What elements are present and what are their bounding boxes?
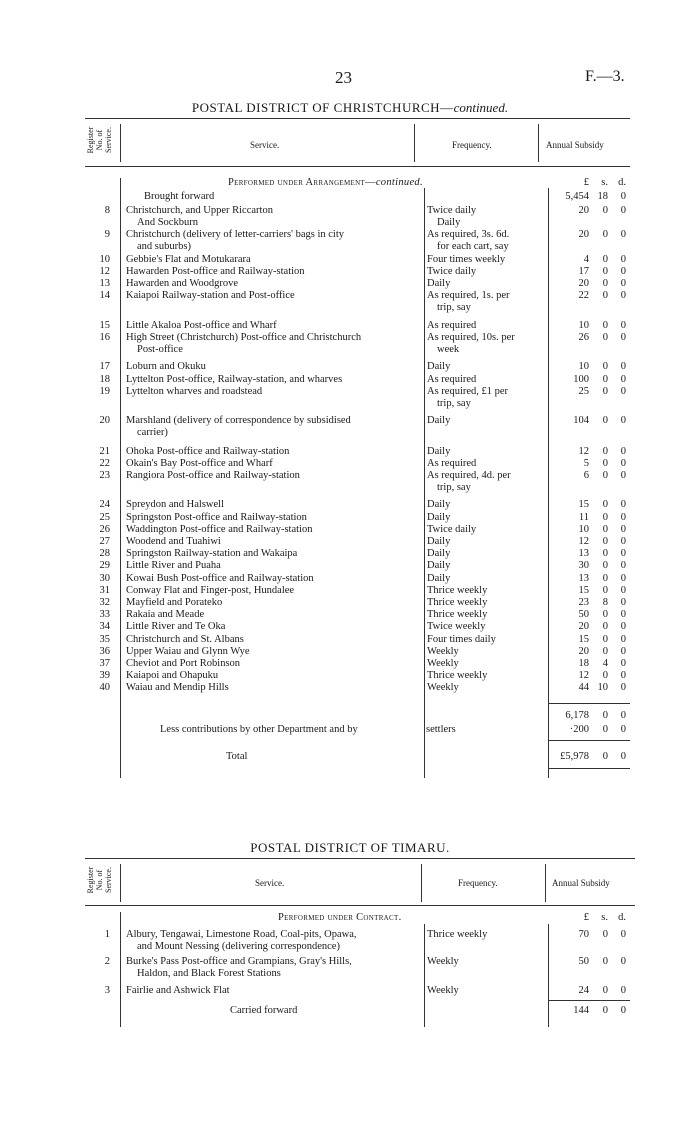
pence: 0: [620, 560, 626, 572]
register-number: 22: [99, 457, 110, 469]
frequency-text: for each cart, say: [437, 241, 509, 253]
frequency-text: Daily: [427, 361, 451, 373]
frequency-text: Twice weekly: [427, 621, 486, 633]
page-number: 23: [335, 68, 352, 87]
service-text: Kaiapoi Railway-station and Post-office: [126, 290, 295, 302]
shillings: 0: [602, 523, 608, 535]
pence: 0: [620, 645, 626, 657]
service-text: Christchurch, and Upper Riccarton: [126, 205, 273, 216]
register-number: 39: [99, 670, 110, 682]
shillings: 0: [602, 361, 608, 373]
register-number: 1: [104, 929, 110, 940]
pence: 0: [620, 670, 626, 682]
pounds: 20: [578, 229, 589, 241]
shillings: 0: [602, 929, 608, 940]
pounds: 20: [578, 645, 589, 657]
frequency-text: Daily: [427, 572, 451, 584]
pounds: 18: [578, 658, 589, 669]
pounds: 10: [578, 523, 589, 535]
pence: 0: [620, 470, 626, 481]
service-text: Ohoka Post-office and Railway-station: [126, 445, 290, 457]
service-text: Kowai Bush Post-office and Railway-station: [126, 572, 314, 584]
pounds: 10: [578, 361, 589, 373]
section-heading: Performed under Arrangement—continued.: [228, 177, 423, 188]
service-text: Little Akaloa Post-office and Wharf: [126, 319, 277, 331]
service-text: Hawarden Post-office and Railway-station: [126, 266, 305, 277]
register-number: 24: [99, 499, 110, 511]
shillings: 10: [597, 682, 608, 694]
register-number: 26: [99, 523, 110, 535]
shillings: 0: [602, 332, 608, 343]
pounds: 13: [578, 572, 589, 584]
service-text: Little River and Te Oka: [126, 621, 226, 633]
register-number: 10: [99, 253, 110, 265]
register-number: 34: [99, 621, 110, 633]
pence: 0: [620, 499, 626, 511]
pounds: 12: [578, 536, 589, 547]
frequency-text: Weekly: [427, 956, 459, 968]
timaru-service-header: Service.: [255, 878, 285, 888]
service-text: Kaiapoi and Ohapuku: [126, 670, 219, 682]
pounds: 20: [578, 278, 589, 290]
shillings: 0: [602, 584, 608, 596]
timaru-reg-header: Register No. of Service.: [86, 866, 113, 894]
frequency-text: Daily: [427, 536, 451, 547]
pounds: 20: [578, 621, 589, 633]
shillings: 0: [602, 457, 608, 469]
frequency-text: Daily: [427, 548, 451, 560]
pence: 0: [620, 319, 626, 331]
service-text: Rakaia and Meade: [126, 609, 205, 621]
frequency-text: Thrice weekly: [427, 929, 488, 940]
frequency-text: Daily: [427, 499, 451, 511]
shillings: 0: [602, 319, 608, 331]
shillings: 0: [602, 956, 608, 968]
pounds: 23: [578, 597, 589, 608]
timaru-frequency-header: Frequency.: [458, 878, 498, 888]
shillings: 0: [602, 415, 608, 427]
frequency-text: Daily: [437, 217, 461, 228]
service-text: and suburbs): [137, 241, 191, 253]
frequency-text: Thrice weekly: [427, 609, 488, 621]
service-text: Waiau and Mendip Hills: [126, 682, 229, 694]
shillings: 0: [602, 253, 608, 265]
shillings: 8: [602, 597, 608, 608]
pence: 0: [620, 621, 626, 633]
frequency-text: Twice daily: [427, 205, 477, 216]
pence: 0: [620, 332, 626, 343]
frequency-text: Four times weekly: [427, 253, 506, 265]
pounds: 25: [578, 385, 589, 397]
frequency-text: trip, say: [437, 397, 471, 409]
register-number: 28: [99, 548, 110, 560]
service-text: Lyttelton Post-office, Railway-station, and wharves: [126, 373, 343, 385]
pence: 0: [620, 385, 626, 397]
register-number: 9: [104, 229, 110, 241]
frequency-text: As required, £1 per: [427, 385, 509, 397]
frequency-text: Daily: [427, 511, 451, 523]
register-number: 3: [104, 984, 110, 996]
register-number: 14: [99, 290, 110, 302]
shillings: 0: [602, 266, 608, 277]
register-number: 12: [99, 266, 110, 277]
pence: 0: [620, 415, 626, 427]
pence: 0: [620, 536, 626, 547]
pounds: 17: [578, 266, 589, 277]
service-text: Lyttelton wharves and roadstead: [126, 385, 263, 397]
pounds: 50: [578, 609, 589, 621]
pence: 0: [620, 984, 626, 996]
service-text: Spreydon and Halswell: [126, 499, 224, 511]
register-number: 21: [99, 445, 110, 457]
frequency-text: As required, 3s. 6d.: [427, 229, 510, 241]
frequency-text: As required: [427, 373, 477, 385]
shillings: 0: [602, 499, 608, 511]
service-text: Christchurch (delivery of letter-carriers' bags in city: [126, 229, 345, 241]
christchurch-title: POSTAL DISTRICT OF CHRISTCHURCH—continued.: [191, 100, 509, 115]
pounds: 12: [578, 445, 589, 457]
pence: 0: [620, 584, 626, 596]
shillings: 0: [602, 670, 608, 682]
shillings: 0: [602, 385, 608, 397]
shillings: 0: [602, 621, 608, 633]
pence: 0: [620, 266, 626, 277]
pence: 0: [620, 278, 626, 290]
pounds: 15: [578, 584, 589, 596]
frequency-text: As required: [427, 457, 477, 469]
pence: 0: [620, 253, 626, 265]
shillings: 0: [602, 548, 608, 560]
reg-header: Register No. of Service.: [86, 126, 113, 154]
frequency-text: Weekly: [427, 984, 459, 996]
shillings: 0: [602, 645, 608, 657]
frequency-text: Thrice weekly: [427, 670, 488, 682]
register-number: 18: [99, 373, 110, 385]
service-text: Marshland (delivery of correspondence by subsidised: [126, 415, 351, 427]
pence: 0: [620, 956, 626, 968]
register-number: 29: [99, 560, 110, 572]
pounds: 24: [578, 984, 589, 996]
timaru-section-heading: Performed under Contract.: [278, 912, 402, 923]
register-number: 33: [99, 609, 110, 621]
frequency-text: Thrice weekly: [427, 584, 488, 596]
pounds: 26: [578, 332, 589, 343]
register-number: 30: [99, 572, 110, 584]
pence: 0: [620, 361, 626, 373]
pence: 0: [620, 633, 626, 645]
register-number: 20: [99, 415, 110, 427]
pence: 0: [620, 445, 626, 457]
register-number: 23: [99, 470, 110, 481]
timaru-subsidy-header: Annual Subsidy: [552, 878, 610, 888]
shillings: 0: [602, 609, 608, 621]
pounds: 4: [583, 253, 589, 265]
pounds: 100: [573, 373, 589, 385]
pounds: 13: [578, 548, 589, 560]
shillings: 0: [602, 278, 608, 290]
shillings: 0: [602, 511, 608, 523]
frequency-text: Daily: [427, 560, 451, 572]
pounds: 20: [578, 205, 589, 216]
service-text: Rangiora Post-office and Railway-station: [126, 470, 300, 481]
pounds: 104: [573, 415, 589, 427]
register-number: 2: [104, 956, 110, 968]
pounds: 70: [578, 929, 589, 940]
shillings: 4: [602, 658, 608, 669]
pence: 0: [620, 511, 626, 523]
service-text: High Street (Christchurch) Post-office and Christchurch: [126, 332, 362, 343]
service-text: Springston Post-office and Railway-station: [126, 511, 307, 523]
frequency-text: Thrice weekly: [427, 597, 488, 608]
pounds: 15: [578, 499, 589, 511]
frequency-text: Weekly: [427, 682, 459, 694]
pence: 0: [620, 682, 626, 694]
service-text: Little River and Puaha: [126, 560, 221, 572]
pence: 0: [620, 572, 626, 584]
shillings: 0: [602, 205, 608, 216]
frequency-text: As required, 10s. per: [427, 332, 515, 343]
pounds: 30: [578, 560, 589, 572]
service-text: Haldon, and Black Forest Stations: [137, 968, 281, 980]
subsidy-header: Annual Subsidy: [546, 140, 604, 150]
pence: 0: [620, 929, 626, 940]
service-text: Cheviot and Port Robinson: [126, 658, 241, 669]
service-text: Albury, Tengawai, Limestone Road, Coal-pits, Opawa,: [126, 929, 357, 940]
frequency-text: Daily: [427, 278, 451, 290]
pence: 0: [620, 658, 626, 669]
frequency-text: Daily: [427, 445, 451, 457]
service-text: Waddington Post-office and Railway-station: [126, 523, 313, 535]
pence: 0: [620, 229, 626, 241]
frequency-text: As required, 1s. per: [427, 290, 510, 302]
timaru-title: POSTAL DISTRICT OF TIMARU.: [250, 840, 450, 855]
pounds: 12: [578, 670, 589, 682]
register-number: 31: [99, 584, 110, 596]
shillings: 0: [602, 984, 608, 996]
register-number: 8: [104, 205, 110, 216]
frequency-text: trip, say: [437, 302, 471, 314]
register-number: 25: [99, 511, 110, 523]
frequency-text: Weekly: [427, 658, 459, 669]
pence: 0: [620, 609, 626, 621]
frequency-text: trip, say: [437, 482, 471, 493]
service-text: carrier): [137, 427, 168, 439]
service-text: Burke's Pass Post-office and Grampians, Gray's Hills,: [126, 956, 352, 968]
frequency-text: Daily: [427, 415, 451, 427]
frequency-text: As required: [427, 319, 477, 331]
register-number: 35: [99, 633, 110, 645]
pence: 0: [620, 523, 626, 535]
pounds: 5: [583, 457, 589, 469]
register-number: 15: [99, 319, 110, 331]
pounds: 10: [578, 319, 589, 331]
pence: 0: [620, 457, 626, 469]
service-text: Christchurch and St. Albans: [126, 633, 244, 645]
register-number: 19: [99, 385, 110, 397]
frequency-text: Twice daily: [427, 523, 477, 535]
shillings: 0: [602, 229, 608, 241]
pounds: 6: [583, 470, 589, 481]
pounds: 11: [578, 511, 589, 523]
service-text: Gebbie's Flat and Motukarara: [126, 253, 251, 265]
pence: 0: [620, 290, 626, 302]
service-text: Springston Railway-station and Wakaipa: [126, 548, 298, 560]
service-header: Service.: [250, 140, 280, 150]
service-text: Okain's Bay Post-office and Wharf: [126, 457, 273, 469]
shillings: 0: [602, 633, 608, 645]
shillings: 0: [602, 560, 608, 572]
shillings: 0: [602, 572, 608, 584]
shillings: 0: [602, 290, 608, 302]
service-text: Mayfield and Porateko: [126, 597, 223, 608]
register-number: 32: [99, 597, 110, 608]
frequency-text: Weekly: [427, 645, 459, 657]
frequency-text: week: [437, 344, 460, 355]
frequency-text: Four times daily: [427, 633, 496, 645]
pence: 0: [620, 548, 626, 560]
shillings: 0: [602, 445, 608, 457]
register-number: 36: [99, 645, 110, 657]
service-text: Fairlie and Ashwick Flat: [126, 984, 230, 996]
pounds: 22: [578, 290, 589, 302]
register-number: 27: [99, 536, 110, 547]
service-text: and Mount Nessing (delivering correspondence): [137, 941, 340, 952]
service-text: And Sockburn: [137, 217, 198, 228]
register-number: 37: [99, 658, 110, 669]
frequency-text: As required, 4d. per: [427, 470, 511, 481]
frequency-text: Twice daily: [427, 266, 477, 277]
service-text: Post-office: [137, 344, 183, 355]
document-reference: F.—3.: [585, 68, 625, 85]
shillings: 0: [602, 536, 608, 547]
service-text: Hawarden and Woodgrove: [126, 278, 239, 290]
pounds: 15: [578, 633, 589, 645]
shillings: 0: [602, 470, 608, 481]
pounds: 44: [578, 682, 589, 694]
service-text: Loburn and Okuku: [126, 361, 206, 373]
shillings: 0: [602, 373, 608, 385]
register-number: 16: [99, 332, 110, 343]
register-number: 17: [99, 361, 110, 373]
pounds: 50: [578, 956, 589, 968]
pence: 0: [620, 373, 626, 385]
service-text: Upper Waiau and Glynn Wye: [126, 645, 250, 657]
register-number: 40: [99, 682, 110, 694]
pence: 0: [620, 205, 626, 216]
service-text: Conway Flat and Finger-post, Hundalee: [126, 584, 295, 596]
service-text: Woodend and Tuahiwi: [126, 536, 221, 547]
pence: 0: [620, 597, 626, 608]
frequency-header: Frequency.: [452, 140, 492, 150]
register-number: 13: [99, 278, 110, 290]
